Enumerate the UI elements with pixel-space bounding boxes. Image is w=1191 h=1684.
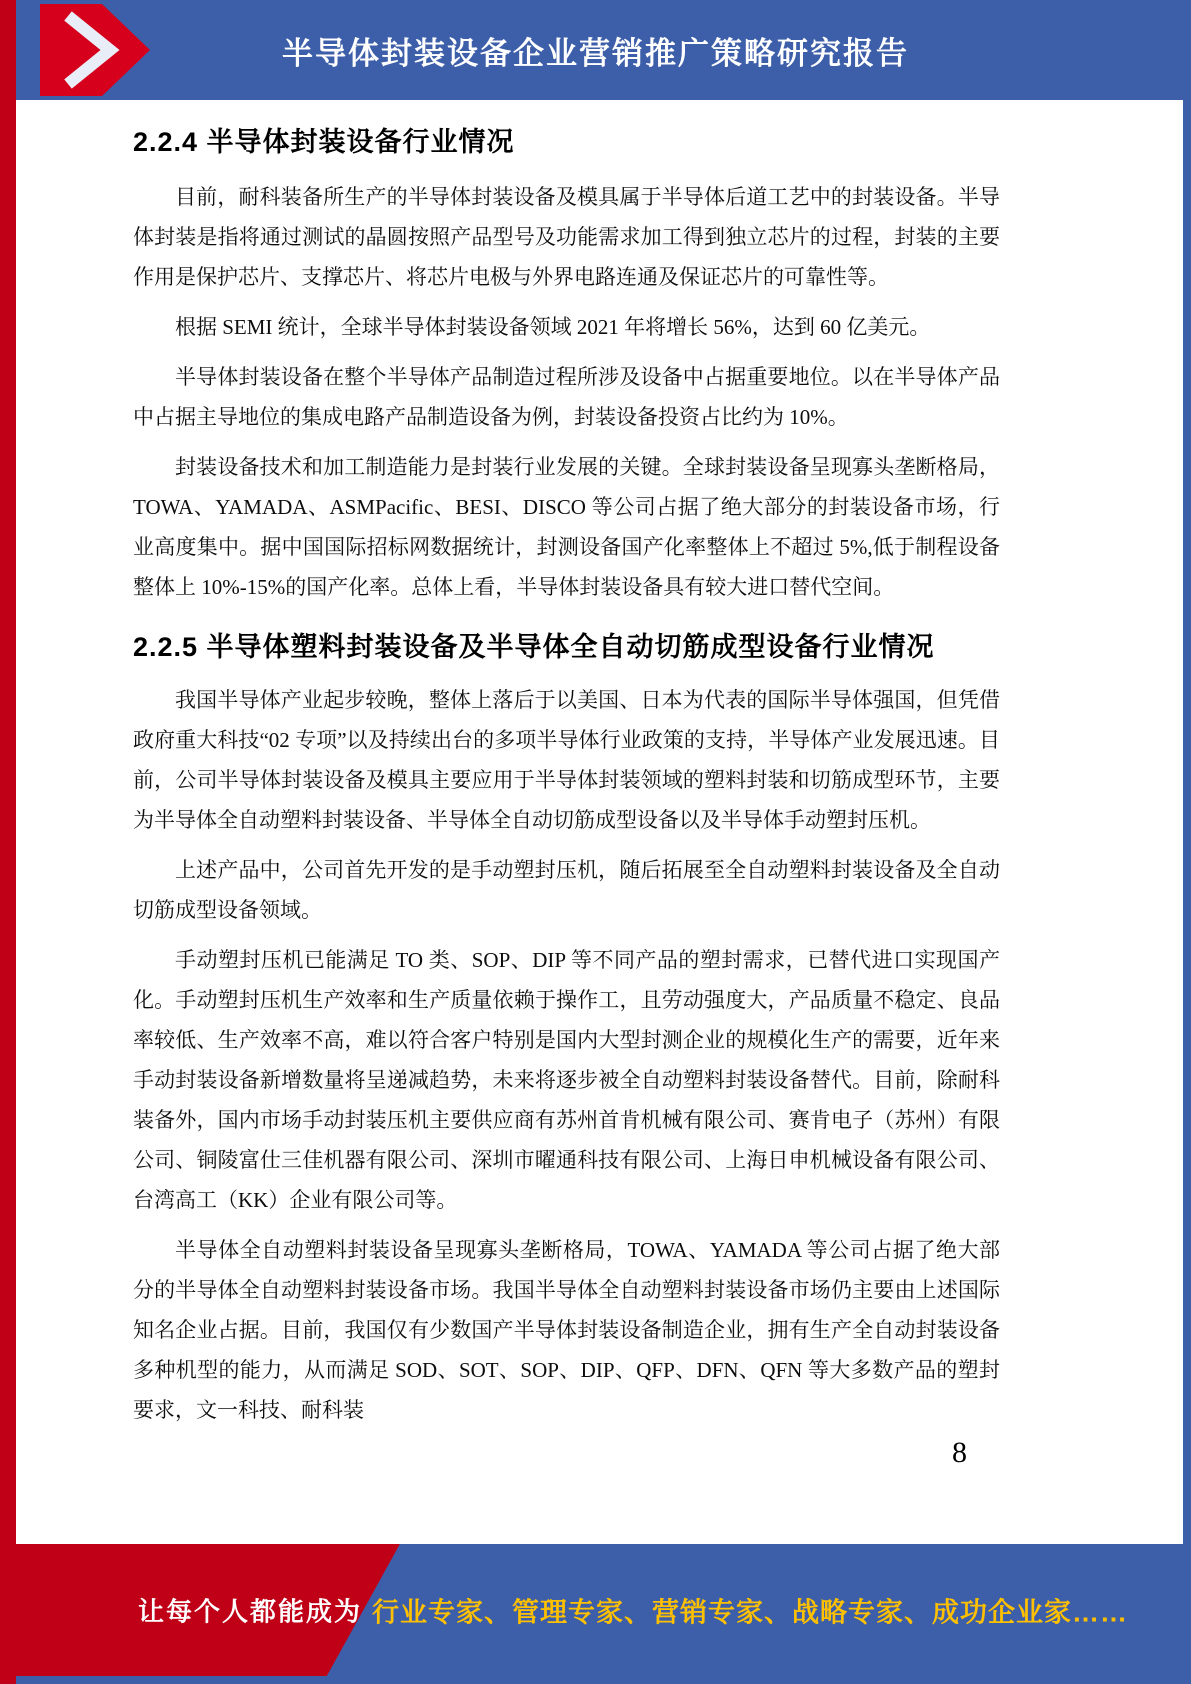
section-heading-2-2-4: 2.2.4 半导体封装设备行业情况	[133, 127, 515, 157]
paragraph-2-2-5-1: 我国半导体产业起步较晚，整体上落后于以美国、日本为代表的国际半导体强国，但凭借政府重大科技“02 专项”以及持续出台的多项半导体行业政策的支持，半导体产业发展迅速。目前，公司半导体封装设备及模具主要应用于半导体封装领域的塑料封装和切筋成型环节，主要为半导体全自动塑料封装设备、半导体全自动切筋成型设备以及半导体手动塑封压机。	[133, 688, 1000, 832]
document-body	[133, 100, 1000, 1445]
page-footer	[0, 1544, 1191, 1676]
paragraph-2-2-4-4: 封装设备技术和加工制造能力是封装行业发展的关键。全球封装设备呈现寡头垄断格局，TOWA、YAMADA、ASMPacific、BESI、DISCO 等公司占据了绝大部分的封装设备市场，行业高度集中。据中国国际招标网数据统计，封测设备国产化率整体上不超过 5%,低于制程设备整体上 10%-15%的国产化率。总体上看，半导体封装设备具有较大进口替代空间。	[133, 455, 1000, 599]
page-number: 8	[952, 1436, 967, 1469]
footer-slogan-left: 让每个人都能成为	[138, 1596, 363, 1627]
paragraph-2-2-4-1: 目前，耐科装备所生产的半导体封装设备及模具属于半导体后道工艺中的封装设备。半导体封装是指将通过测试的晶圆按照产品型号及功能需求加工得到独立芯片的过程，封装的主要作用是保护芯片、支撑芯片、将芯片电极与外界电路连通及保证芯片的可靠性等。	[133, 185, 1000, 289]
paragraph-2-2-4-3: 半导体封装设备在整个半导体产品制造过程所涉及设备中占据重要地位。以在半导体产品中占据主导地位的集成电路产品制造设备为例，封装设备投资占比约为 10%。	[133, 365, 1000, 429]
paragraph-2-2-5-3: 手动塑封压机已能满足 TO 类、SOP、DIP 等不同产品的塑封需求，已替代进口实现国产化。手动塑封压机生产效率和生产质量依赖于操作工，且劳动强度大，产品质量不稳定、良品率较低、生产效率不高，难以符合客户特别是国内大型封测企业的规模化生产的需要，近年来手动封装设备新增数量将呈递减趋势，未来将逐步被全自动塑料封装设备替代。目前，除耐科装备外，国内市场手动封装压机主要供应商有苏州首肯机械有限公司、赛肯电子（苏州）有限公司、铜陵富仕三佳机器有限公司、深圳市曜通科技有限公司、上海日申机械设备有限公司、台湾高工（KK）企业有限公司等。	[133, 948, 1000, 1212]
paragraph-2-2-5-2: 上述产品中，公司首先开发的是手动塑封压机，随后拓展至全自动塑料封装设备及全自动切筋成型设备领域。	[133, 858, 1000, 922]
paragraph-2-2-5-4: 半导体全自动塑料封装设备呈现寡头垄断格局，TOWA、YAMADA 等公司占据了绝大部分的半导体全自动塑料封装设备市场。我国半导体全自动塑料封装设备市场仍主要由上述国际知名企业占据。目前，我国仅有少数国产半导体封装设备制造企业，拥有生产全自动封装设备多种机型的能力，从而满足 SOD、SOT、SOP、DIP、QFP、DFN、QFN 等大多数产品的塑封要求，文一科技、耐科装	[133, 1238, 1000, 1422]
report-title: 半导体封装设备企业营销推广策略研究报告	[282, 35, 909, 71]
right-blue-border	[1183, 0, 1191, 1684]
paragraph-2-2-4-2: 根据 SEMI 统计，全球半导体封装设备领域 2021 年将增长 56%，达到 60 亿美元。	[175, 315, 931, 339]
footer-slogan-right: 行业专家、管理专家、营销专家、战略专家、成功企业家……	[372, 1597, 1128, 1628]
section-heading-2-2-5: 2.2.5 半导体塑料封装设备及半导体全自动切筋成型设备行业情况	[133, 632, 935, 662]
left-red-strip	[0, 0, 16, 1684]
page-header	[0, 0, 1191, 100]
red-arrow-icon	[40, 4, 150, 96]
bottom-blue-border	[0, 1676, 1191, 1684]
